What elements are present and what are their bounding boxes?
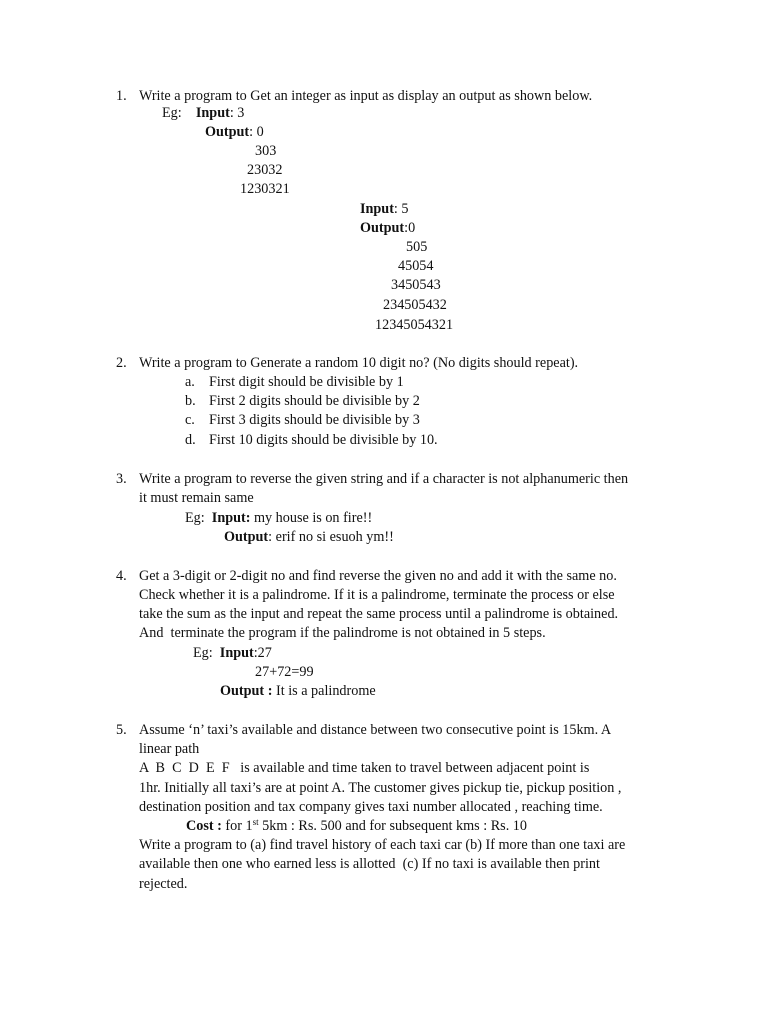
q2-number: 2. — [116, 355, 127, 371]
q5-line: available then one who earned less is allotted (c) If no taxi is available then print — [139, 856, 600, 872]
q5-number: 5. — [116, 722, 127, 738]
input-label: Input — [360, 201, 394, 217]
output-label: Output — [224, 529, 269, 545]
output-value: It is a palindrome — [272, 683, 376, 699]
output-value: :0 — [404, 220, 416, 236]
q5-line: destination position and tax company gives taxi number allocated , reaching time. — [139, 799, 603, 815]
output-label: Output : — [220, 683, 273, 699]
q1-example2-input — [360, 200, 409, 219]
q1-number: 1. — [116, 88, 127, 104]
q5-cost — [186, 817, 527, 836]
q5-line: linear path — [139, 741, 200, 757]
eg-label: Eg: — [193, 645, 213, 661]
input-value: : 5 — [393, 201, 409, 217]
q3-line: Write a program to reverse the given string and if a character is not alphanumeric then — [139, 471, 629, 487]
q4-calculation: 27+72=99 — [255, 664, 314, 680]
q1-output-row: 1230321 — [240, 181, 290, 197]
q4-line: take the sum as the input and repeat the same process until a palindrome is obtained. — [139, 606, 619, 622]
cost-superscript: st — [252, 817, 259, 827]
q3-output — [224, 528, 394, 547]
q5-line: rejected. — [139, 876, 188, 892]
input-label: Input — [195, 105, 230, 121]
q5-line: A B C D E F is available and time taken to travel between adjacent point is — [139, 760, 590, 776]
q1-output-row: 303 — [255, 143, 277, 159]
q2-item-text: First 3 digits should be divisible by 3 — [209, 412, 420, 428]
q1-output-row: 45054 — [398, 258, 434, 274]
q1-text: Write a program to Get an integer as input as display an output as shown below. — [139, 88, 593, 104]
q1-output-row: 505 — [406, 239, 428, 255]
cost-post: 5km : Rs. 500 and for subsequent kms : Rs. 10 — [258, 818, 527, 834]
q1-output-row: 12345054321 — [375, 317, 454, 333]
q2-item-text: First digit should be divisible by 1 — [209, 374, 404, 390]
q1-example2-output — [360, 219, 415, 238]
q4-number: 4. — [116, 568, 127, 584]
q1-output-row: 23032 — [247, 162, 283, 178]
q2-item-label: c. — [185, 412, 195, 428]
q4-line: Get a 3-digit or 2-digit no and find reverse the given no and add it with the same no. — [139, 568, 617, 584]
q2-item-text: First 10 digits should be divisible by 10. — [209, 432, 438, 448]
q5-line: Assume ‘n’ taxi’s available and distance between two consecutive point is 15km. A — [139, 722, 612, 738]
cost-pre: for 1 — [221, 818, 253, 834]
q2-item-text: First 2 digits should be divisible by 2 — [209, 393, 420, 409]
input-value: :27 — [253, 645, 272, 661]
q2-item-label: d. — [185, 432, 196, 448]
q4-line: Check whether it is a palindrome. If it is a palindrome, terminate the process or else — [139, 587, 615, 603]
q1-output — [205, 123, 264, 142]
q2-item-label: a. — [185, 374, 195, 390]
q1-example — [162, 104, 244, 123]
q3-line: it must remain same — [139, 490, 254, 506]
q3-example — [185, 509, 372, 528]
q5-line: 1hr. Initially all taxi’s are at point A. The customer gives pickup tie, pickup position , — [139, 780, 622, 796]
input-value: : 3 — [229, 105, 245, 121]
cost-label: Cost : — [186, 818, 222, 834]
input-label: Input — [219, 645, 254, 661]
q2-text: Write a program to Generate a random 10 digit no? (No digits should repeat). — [139, 355, 579, 371]
q4-output — [220, 682, 376, 701]
eg-label: Eg: — [185, 510, 205, 526]
input-value: my house is on fire!! — [250, 510, 373, 526]
q4-example — [193, 644, 272, 663]
output-value: : 0 — [249, 124, 264, 140]
output-label: Output — [205, 124, 250, 140]
q2-item-label: b. — [185, 393, 196, 409]
q3-number: 3. — [116, 471, 127, 487]
q4-line: And terminate the program if the palindrome is not obtained in 5 steps. — [139, 625, 546, 641]
eg-label: Eg: — [162, 105, 182, 121]
q5-line: Write a program to (a) find travel history of each taxi car (b) If more than one taxi are — [139, 837, 626, 853]
output-label: Output — [360, 220, 405, 236]
q1-output-row: 3450543 — [391, 277, 441, 293]
input-label: Input: — [211, 510, 251, 526]
output-value: : erif no si esuoh ym!! — [268, 529, 394, 545]
q1-output-row: 234505432 — [383, 297, 447, 313]
